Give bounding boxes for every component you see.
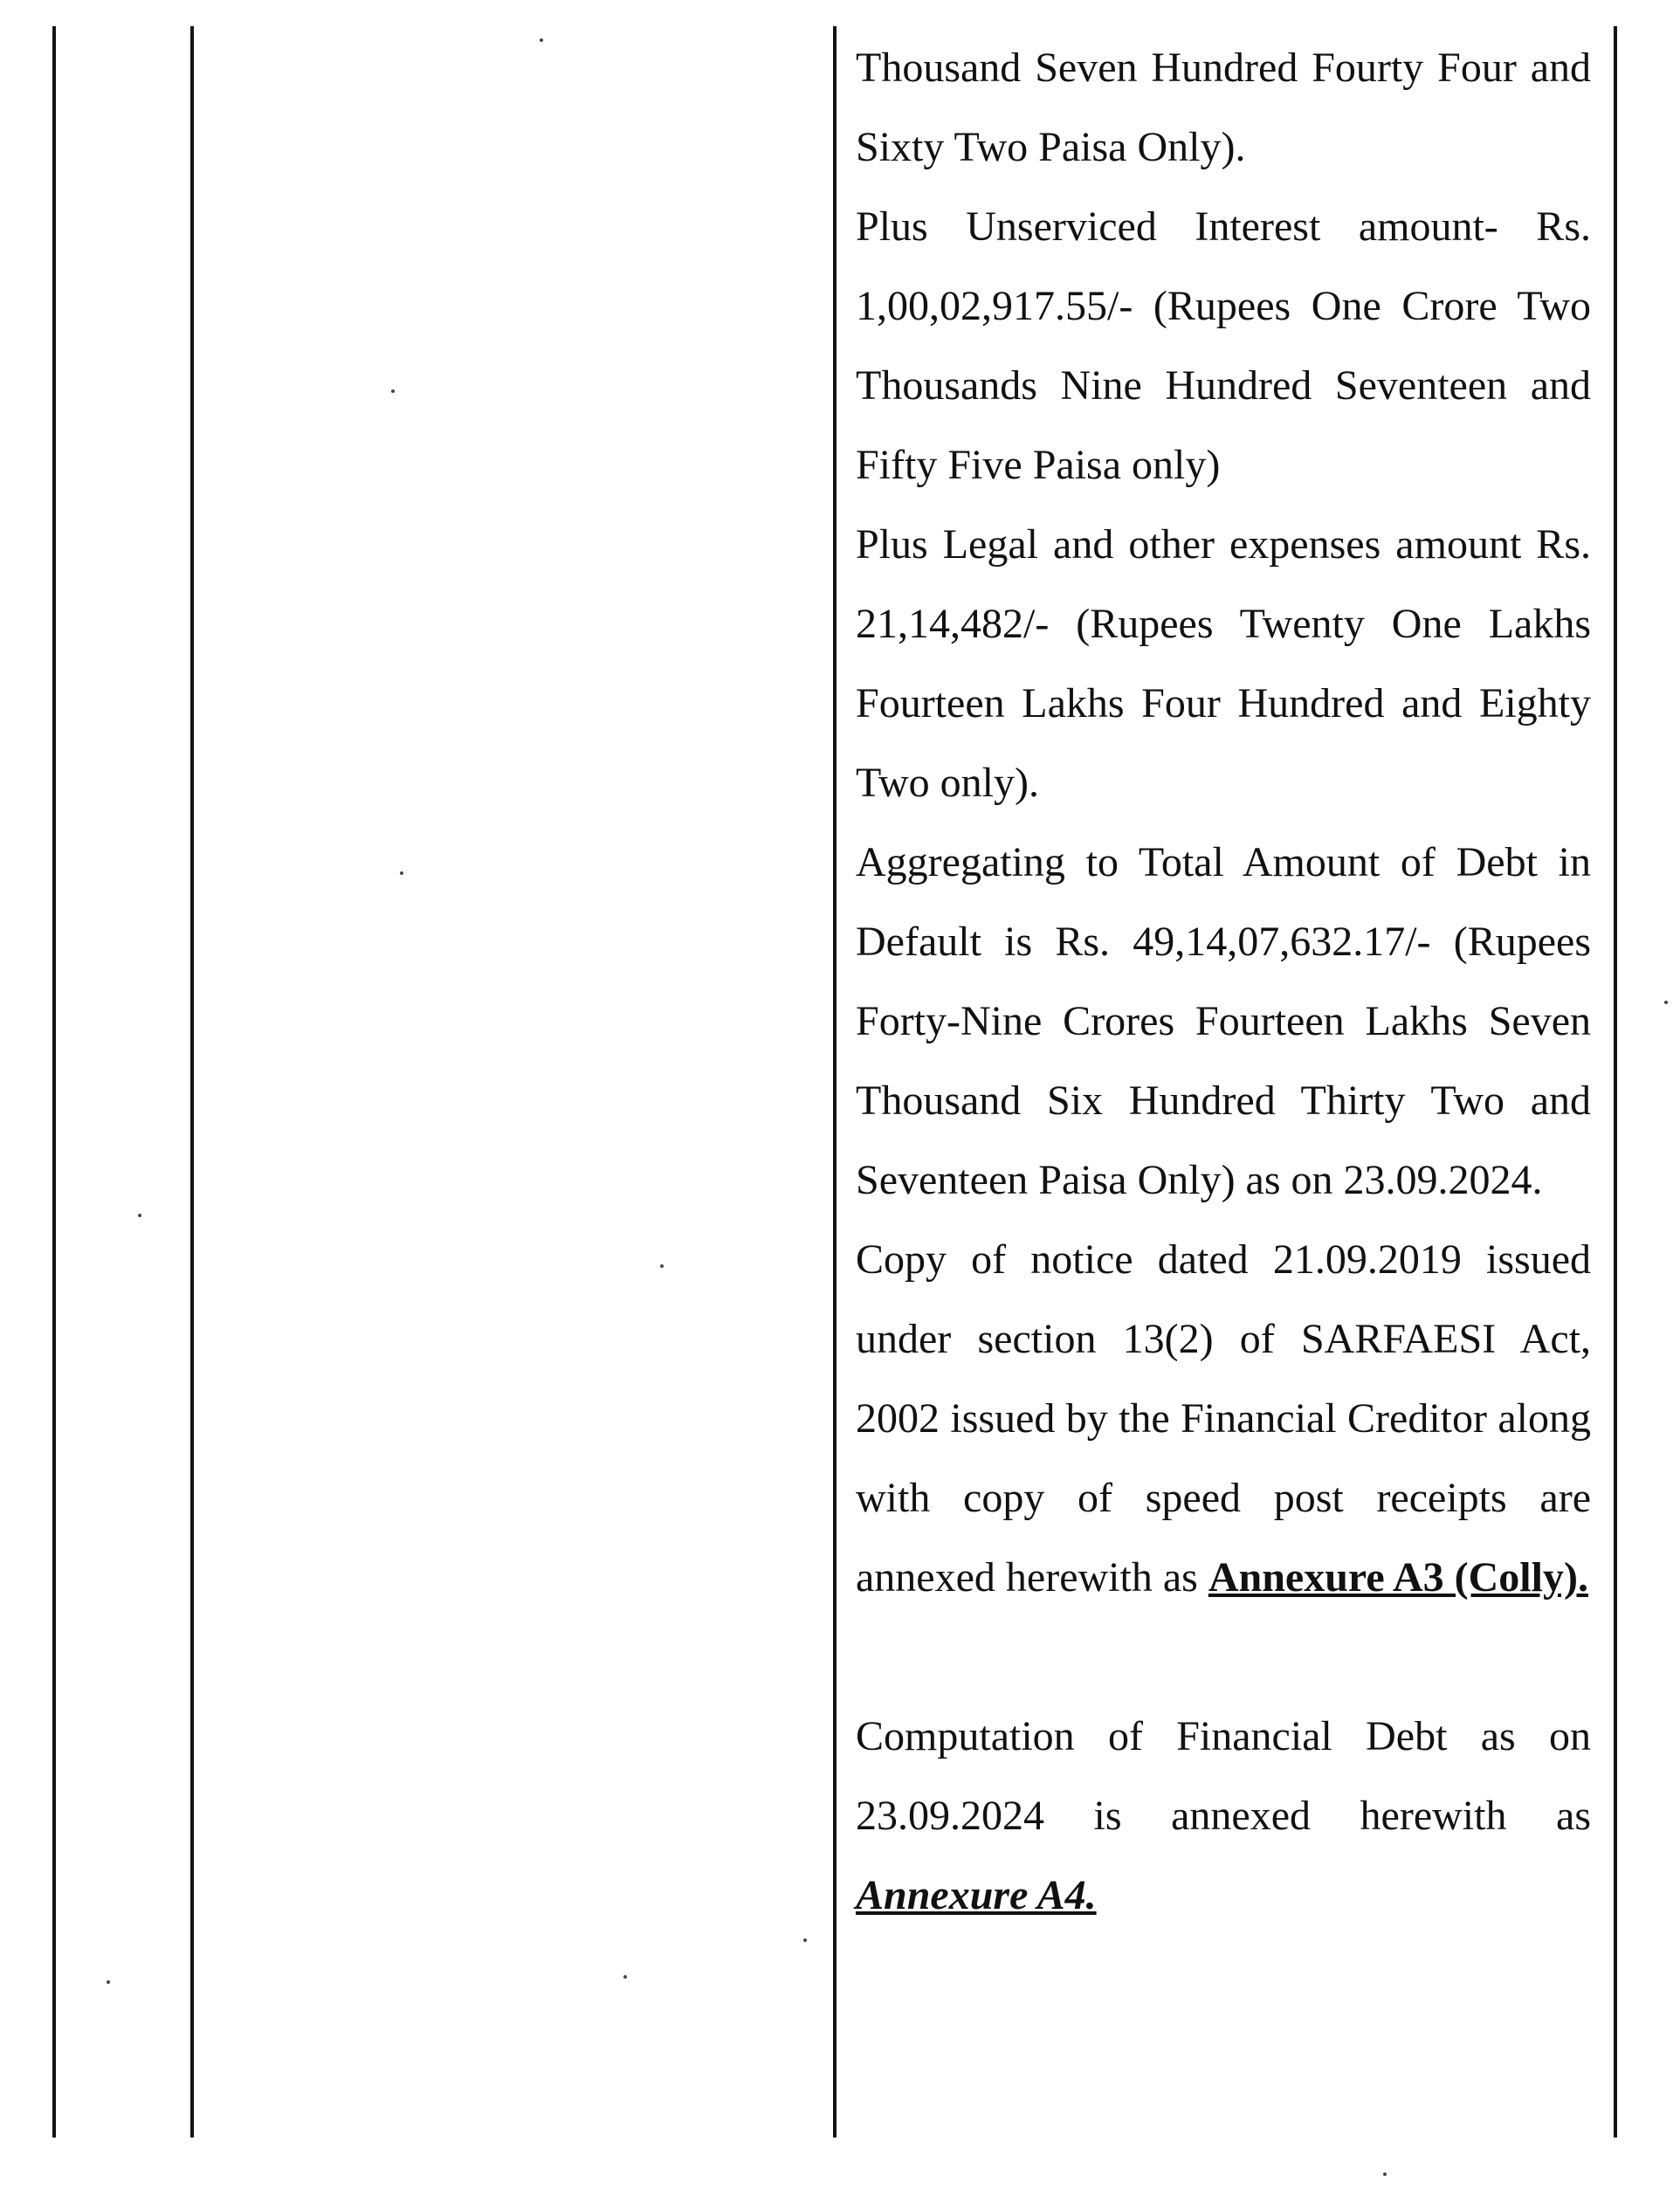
notice-text: Copy of notice dated 21.09.2019 issued under section 13(2) of SARFAESI Act, 2002 issued by the Financial Creditor along with copy of speed post receipts are annexed herewith as [856, 1236, 1591, 1601]
notice-paragraph [856, 1220, 1591, 1617]
scan-speck [391, 389, 395, 393]
table-column-divider-3 [833, 26, 837, 2138]
particulars-cell [856, 28, 1591, 1935]
legal-expenses-paragraph: Plus Legal and other expenses amount Rs. 21,14,482/- (Rupees Twenty One Lakhs Fourteen Lakhs Four Hundred and Eighty Two only). [856, 521, 1591, 806]
computation-text: Computation of Financial Debt as on 23.09.2024 is annexed herewith as [856, 1713, 1591, 1839]
scan-speck [1664, 1001, 1668, 1004]
table-column-divider-1 [52, 26, 56, 2138]
table-column-divider-2 [190, 26, 194, 2138]
scan-speck [107, 1980, 110, 1984]
scan-speck [138, 1214, 141, 1217]
table-column-divider-4 [1614, 26, 1617, 2138]
scan-speck [803, 1938, 807, 1942]
annexure-a3-reference: Annexure A3 (Colly). [1208, 1554, 1588, 1601]
unserviced-interest-paragraph: Plus Unserviced Interest amount- Rs. 1,00,02,917.55/- (Rupees One Crore Two Thousands Nine Hundred Seventeen and Fifty Five Paisa only) [856, 203, 1591, 488]
scan-speck [1383, 2172, 1387, 2176]
aggregate-total-paragraph: Aggregating to Total Amount of Debt in Default is Rs. 49,14,07,632.17/- (Rupees Forty-Nine Crores Fourteen Lakhs Seven Thousand Six Hundred Thirty Two and Seventeen Paisa Only) as on 23.09.2024. [856, 839, 1591, 1203]
scan-speck [400, 871, 403, 875]
scan-speck [623, 1975, 627, 1979]
paragraph-gap [856, 1617, 1591, 1697]
scan-speck [540, 38, 543, 42]
computation-paragraph [856, 1697, 1591, 1935]
amount-continuation: Thousand Seven Hundred Fourty Four and Sixty Two Paisa Only). [856, 45, 1591, 170]
scan-speck [660, 1264, 664, 1268]
annexure-a4-reference: Annexure A4. [856, 1872, 1097, 1918]
